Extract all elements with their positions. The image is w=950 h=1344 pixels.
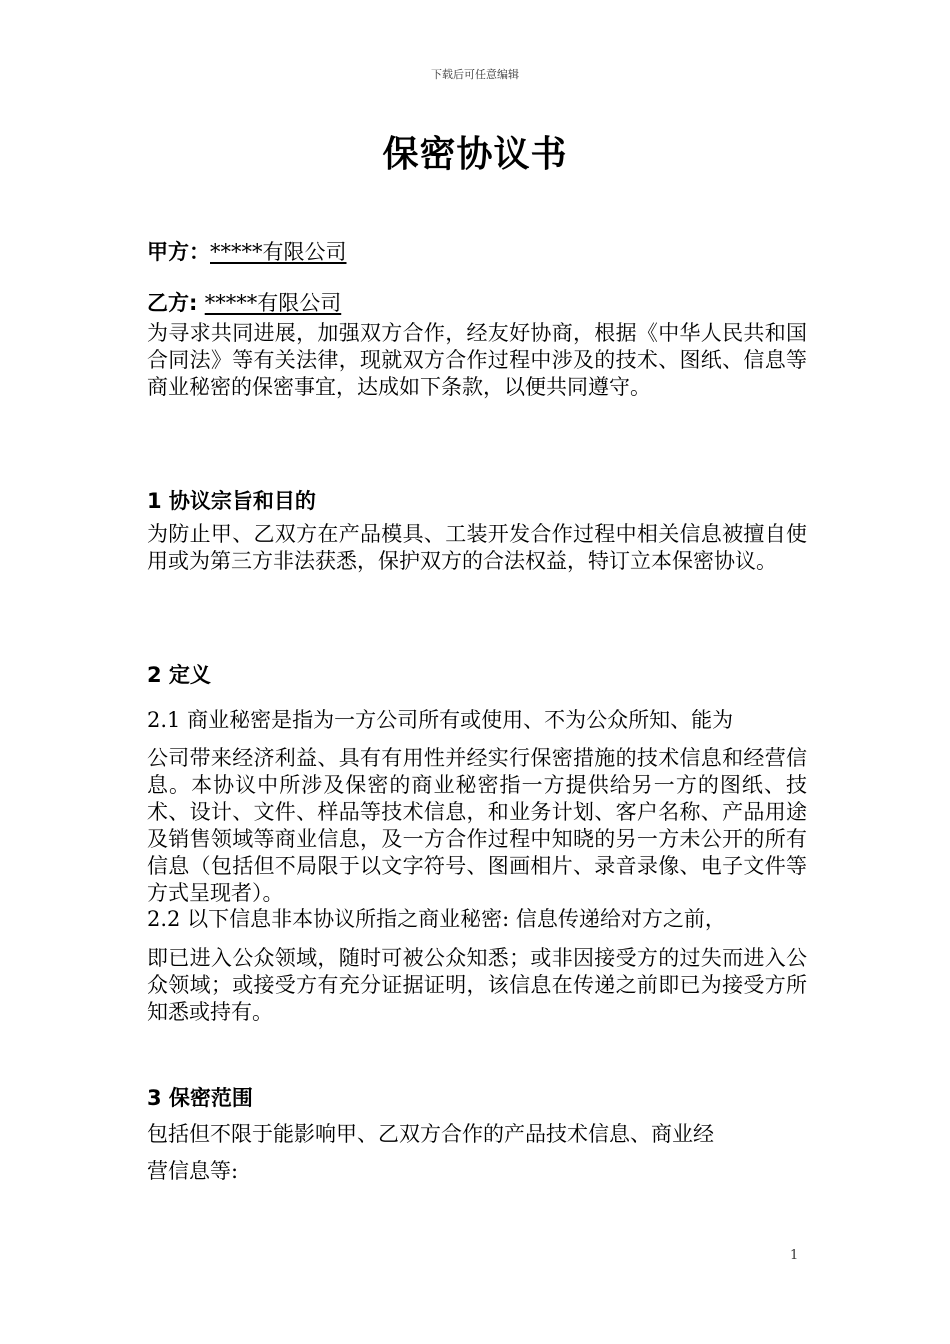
party-b-label: 乙方: xyxy=(147,291,205,315)
party-a-label: 甲方： xyxy=(147,240,210,264)
document-title: 保密协议书 xyxy=(382,134,568,175)
section-2-heading: 2 定义 xyxy=(147,663,211,687)
clause-2-1-body: 公司带来经济利益、具有有用性并经实行保密措施的技术信息和经营信息。本协议中所涉及保密的商业秘密指一方提供给另一方的图纸、技术、设计、文件、样品等技术信息，和业务计划、客户名称、产品用途及销售领域等商业信息，及一方合作过程中知晓的另一方未公开的所有信息（包括但不局限于以文字符号、图画相片、录音录像、电子文件等方式呈现者）。 xyxy=(147,746,807,905)
party-b xyxy=(147,287,341,317)
section-3-heading: 3 保密范围 xyxy=(147,1086,253,1110)
section-1-heading: 1 协议宗旨和目的 xyxy=(147,489,316,513)
party-a-value: *****有限公司 xyxy=(210,240,347,264)
clause-2-2-body: 即已进入公众领域，随时可被公众知悉；或非因接受方的过失而进入公众领域；或接受方有充分证据证明，该信息在传递之前即已为接受方所知悉或持有。 xyxy=(147,946,807,1024)
clause-2-2-first-line: 2.2 以下信息非本协议所指之商业秘密: 信息传递给对方之前， xyxy=(147,907,726,931)
section-3-first-line: 包括但不限于能影响甲、乙双方合作的产品技术信息、商业经 xyxy=(147,1122,714,1146)
header-note: 下载后可任意编辑 xyxy=(431,68,519,81)
page-number: 1 xyxy=(790,1248,799,1263)
clause-2-1-first-line: 2.1 商业秘密是指为一方公司所有或使用、不为公众所知、能为 xyxy=(147,708,734,732)
intro-paragraph: 为寻求共同进展，加强双方合作，经友好协商，根据《中华人民共和国合同法》等有关法律，现就双方合作过程中涉及的技术、图纸、信息等商业秘密的保密事宜，达成如下条款，以便共同遵守。 xyxy=(147,321,807,399)
section-1-body: 为防止甲、乙双方在产品模具、工装开发合作过程中相关信息被擅自使用或为第三方非法获悉，保护双方的合法权益，特订立本保密协议。 xyxy=(147,522,807,573)
section-3-body: 营信息等: xyxy=(147,1159,239,1183)
party-b-value: *****有限公司 xyxy=(204,291,342,315)
party-a xyxy=(147,236,347,266)
